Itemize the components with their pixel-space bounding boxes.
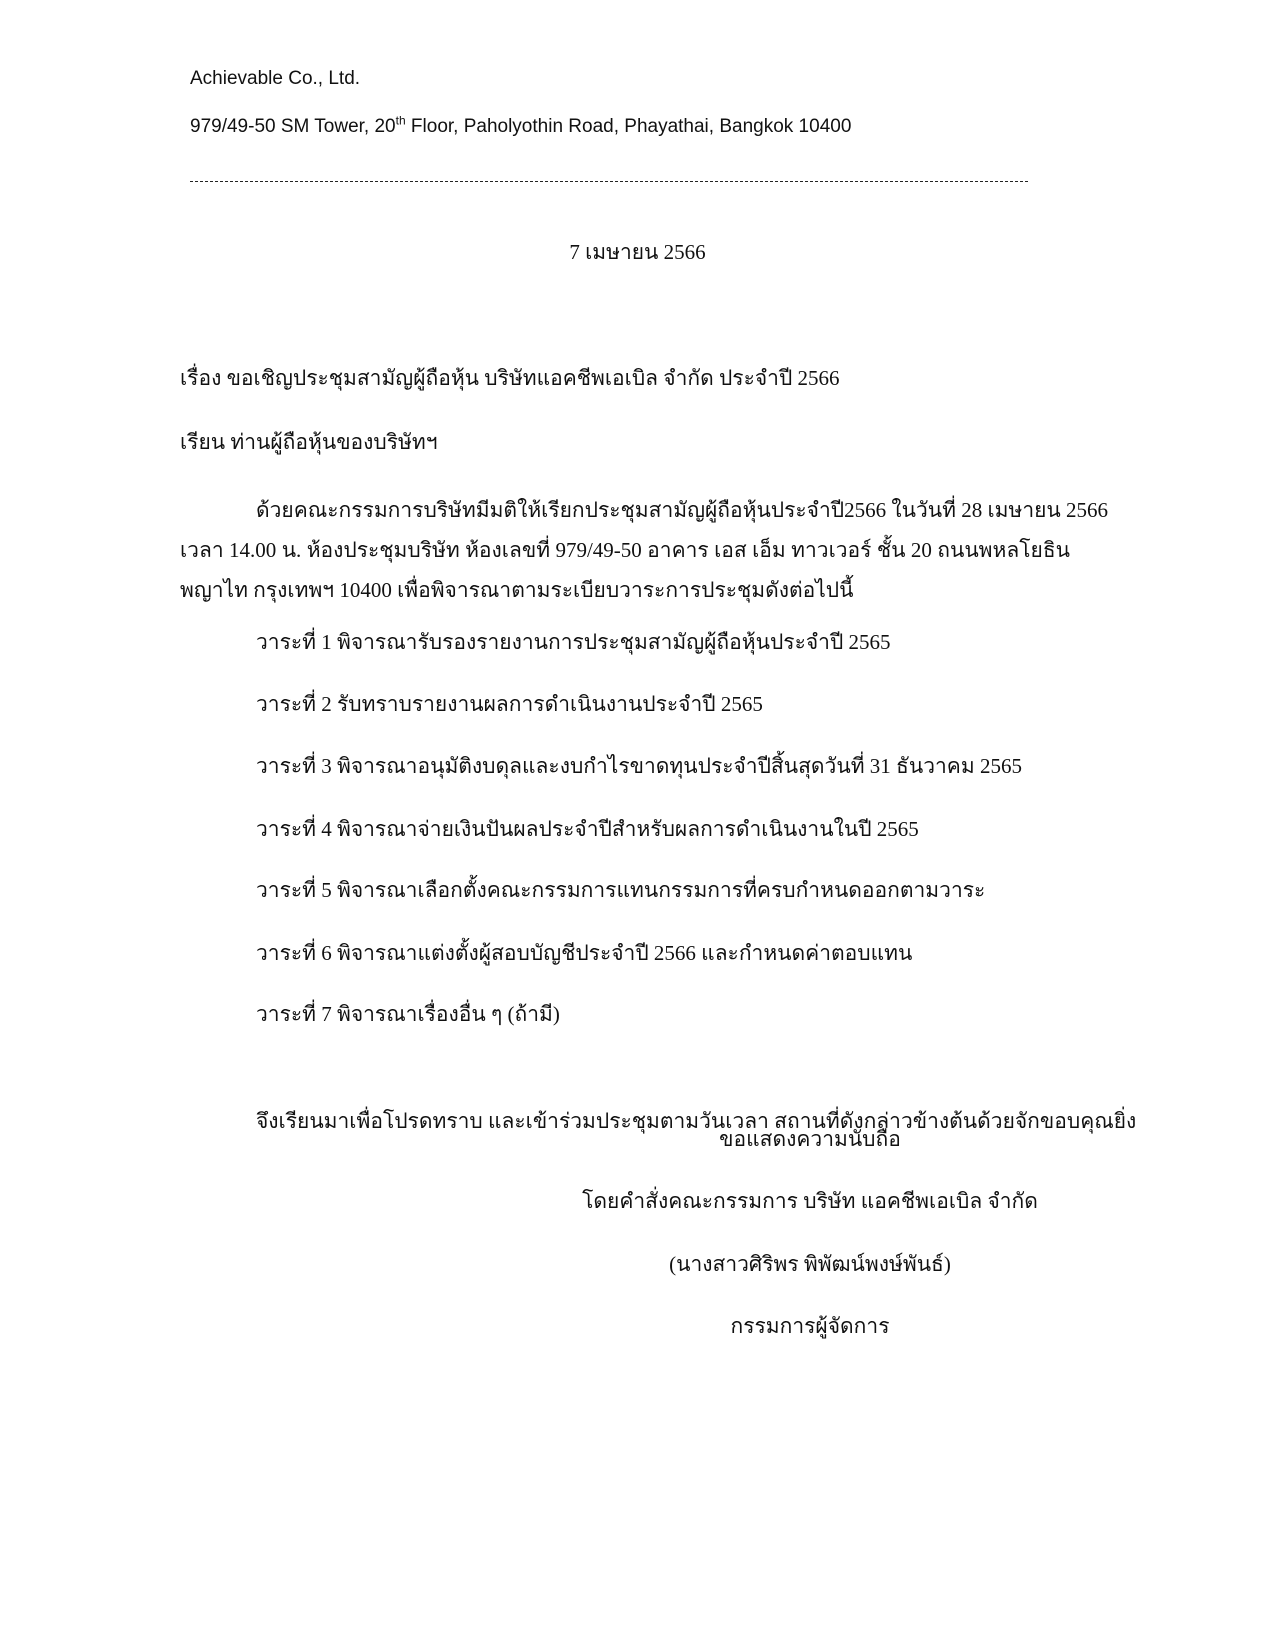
agenda-item: วาระที่ 5 พิจารณาเลือกตั้งคณะกรรมการแทนกรรมการที่ครบกำหนดออกตามวาระ bbox=[256, 878, 986, 902]
agenda-item: วาระที่ 1 พิจารณารับรองรายงานการประชุมสามัญผู้ถือหุ้นประจำปี 2565 bbox=[256, 630, 891, 654]
dashed-separator bbox=[190, 181, 1028, 182]
intro-paragraph bbox=[180, 490, 1109, 610]
intro-line: พญาไท กรุงเทพฯ 10400 เพื่อพิจารณาตามระเบียบวาระการประชุมดังต่อไปนี้ bbox=[180, 578, 854, 602]
letter-salutation: เรียน ท่านผู้ถือหุ้นของบริษัทฯ bbox=[180, 430, 438, 454]
address-ordinal-suffix: th bbox=[395, 113, 406, 128]
agenda-item: วาระที่ 3 พิจารณาอนุมัติงบดุลและงบกำไรขาดทุนประจำปีสิ้นสุดวันที่ 31 ธันวาคม 2565 bbox=[256, 754, 1022, 778]
complimentary-close: ขอแสดงความนับถือ bbox=[719, 1127, 901, 1151]
letter-subject: เรื่อง ขอเชิญประชุมสามัญผู้ถือหุ้น บริษัทแอคชีพเอเบิล จำกัด ประจำปี 2566 bbox=[180, 366, 840, 390]
signed-by-order: โดยคำสั่งคณะกรรมการ บริษัท แอคชีพเอเบิล จำกัด bbox=[582, 1189, 1038, 1213]
signatory-position: กรรมการผู้จัดการ bbox=[730, 1314, 890, 1338]
intro-line: ด้วยคณะกรรมการบริษัทมีมติให้เรียกประชุมสามัญผู้ถือหุ้นประจำปี2566 ในวันที่ 28 เมษายน 2566 bbox=[256, 498, 1109, 522]
address-suffix: Floor, Paholyothin Road, Phayathai, Bangkok 10400 bbox=[405, 116, 852, 137]
signatory-name: (นางสาวศิริพร พิพัฒน์พงษ์พันธ์) bbox=[669, 1252, 951, 1276]
address-prefix: 979/49-50 SM Tower, 20 bbox=[190, 116, 396, 137]
closing-sentence: จึงเรียนมาเพื่อโปรดทราบ และเข้าร่วมประชุมตามวันเวลา สถานที่ดังกล่าวข้างต้นด้วยจักขอบคุณยิ่ง bbox=[256, 1109, 1137, 1133]
agenda-item: วาระที่ 2 รับทราบรายงานผลการดำเนินงานประจำปี 2565 bbox=[256, 692, 763, 716]
agenda-item: วาระที่ 7 พิจารณาเรื่องอื่น ๆ (ถ้ามี) bbox=[256, 1002, 560, 1026]
agenda-item: วาระที่ 4 พิจารณาจ่ายเงินปันผลประจำปีสำหรับผลการดำเนินงานในปี 2565 bbox=[256, 817, 919, 841]
company-address bbox=[190, 113, 852, 138]
agenda-item: วาระที่ 6 พิจารณาแต่งตั้งผู้สอบบัญชีประจำปี 2566 และกำหนดค่าตอบแทน bbox=[256, 941, 913, 965]
letter-date: 7 เมษายน 2566 bbox=[569, 240, 706, 264]
intro-line: เวลา 14.00 น. ห้องประชุมบริษัท ห้องเลขที่ 979/49-50 อาคาร เอส เอ็ม ทาวเวอร์ ชั้น 20 ถนนพหลโยธิน bbox=[180, 538, 1070, 562]
company-name: Achievable Co., Ltd. bbox=[190, 68, 361, 89]
